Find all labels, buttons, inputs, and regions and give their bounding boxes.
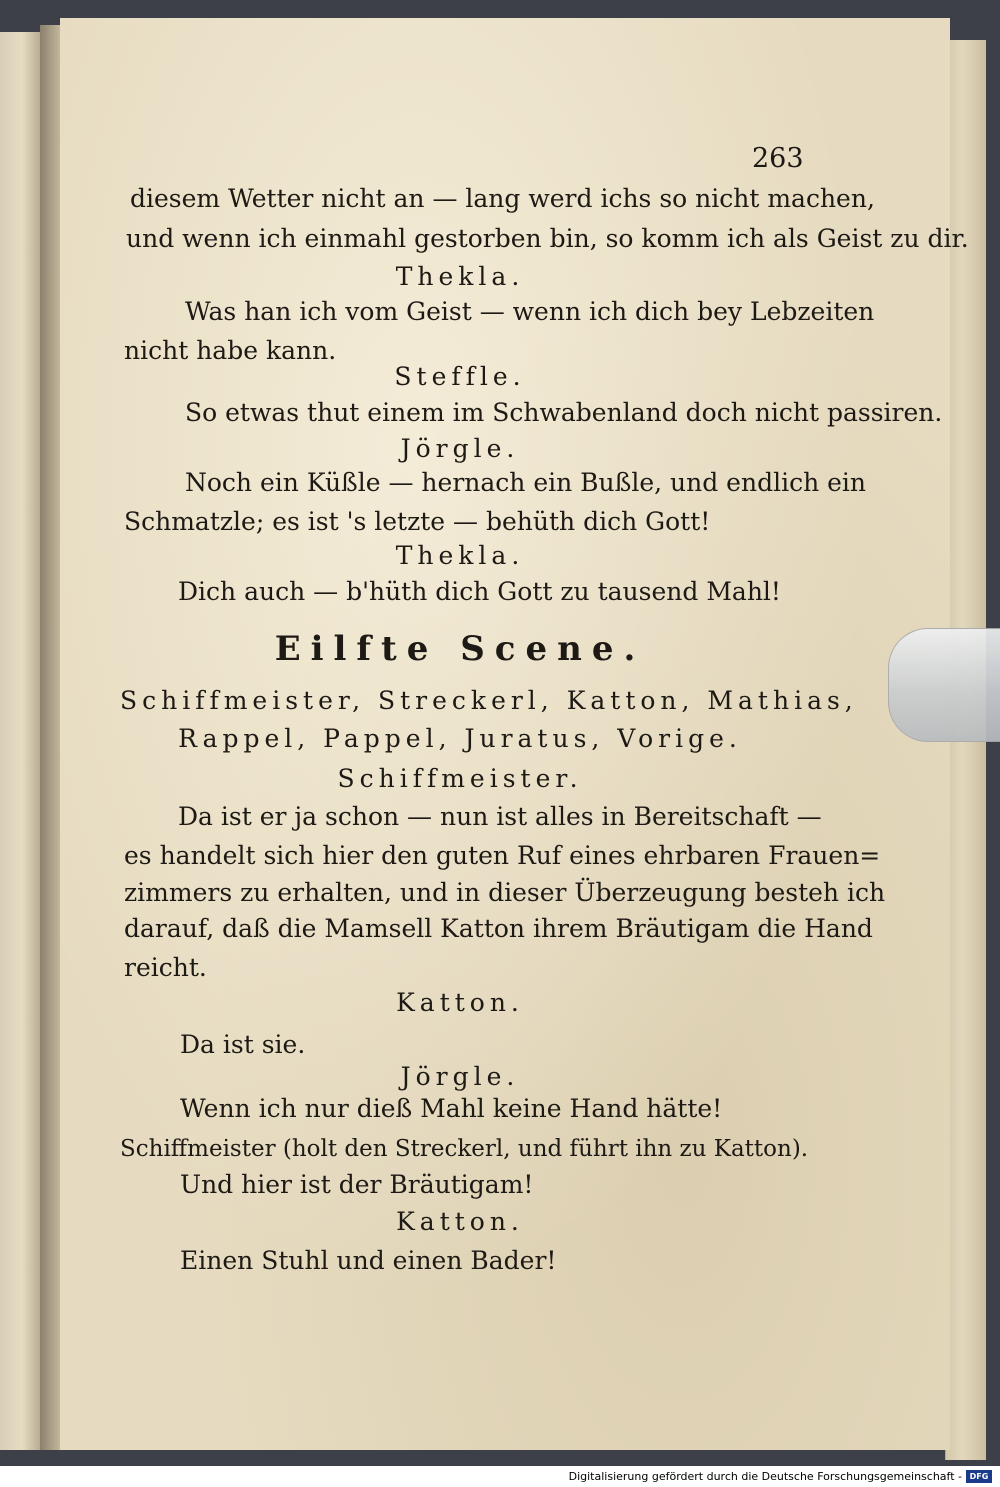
speaker-heading: Jörgle.: [400, 1062, 520, 1091]
footer-bar: [0, 1466, 1000, 1487]
text-line: darauf, daß die Mamsell Katton ihrem Bräutigam die Hand: [124, 914, 873, 943]
text-line: Noch ein Küßle — hernach ein Bußle, und endlich ein: [185, 468, 867, 497]
speaker-heading: Schiffmeister.: [337, 764, 583, 793]
text-line: diesem Wetter nicht an — lang werd ichs so nicht machen,: [130, 184, 875, 213]
speaker-heading: Katton.: [396, 1207, 524, 1236]
speaker-heading: Thekla.: [395, 541, 525, 570]
text-line: Dich auch — b'hüth dich Gott zu tausend Mahl!: [178, 577, 781, 606]
text-line: Und hier ist der Bräutigam!: [180, 1170, 534, 1199]
text-line: So etwas thut einem im Schwabenland doch nicht passiren.: [185, 398, 943, 427]
funding-notice: Digitalisierung gefördert durch die Deutsche Forschungsgemeinschaft -: [568, 1470, 962, 1483]
text-line: Wenn ich nur dieß Mahl keine Hand hätte!: [180, 1094, 723, 1123]
page-number: 263: [752, 143, 804, 174]
text-line: und wenn ich einmahl gestorben bin, so komm ich als Geist zu dir.: [126, 224, 969, 253]
text-line: Da ist er ja schon — nun ist alles in Bereitschaft —: [178, 802, 822, 831]
scene-title: Eilfte Scene.: [274, 629, 646, 669]
text-line: Was han ich vom Geist — wenn ich dich bey Lebzeiten: [185, 297, 875, 326]
dfg-logo: DFG: [966, 1470, 992, 1483]
text-line: nicht habe kann.: [124, 336, 337, 365]
speaker-heading: Steffle.: [394, 362, 526, 391]
text-line: Schiffmeister (holt den Streckerl, und führt ihn zu Katton).: [120, 1136, 809, 1162]
character-list: Rappel, Pappel, Juratus, Vorige.: [178, 724, 742, 753]
speaker-heading: Thekla.: [395, 262, 525, 291]
speaker-heading: Katton.: [396, 988, 524, 1017]
text-line: Einen Stuhl und einen Bader!: [180, 1246, 557, 1275]
text-line: Da ist sie.: [180, 1030, 306, 1059]
text-line: zimmers zu erhalten, und in dieser Überzeugung besteh ich: [124, 878, 886, 907]
text-line: reicht.: [124, 953, 207, 982]
speaker-heading: Jörgle.: [400, 434, 520, 463]
character-list: Schiffmeister, Streckerl, Katton, Mathias,: [120, 686, 858, 715]
text-line: Schmatzle; es ist 's letzte — behüth dich Gott!: [124, 507, 711, 536]
text-line: es handelt sich hier den guten Ruf eines ehrbaren Frauen=: [124, 841, 881, 870]
